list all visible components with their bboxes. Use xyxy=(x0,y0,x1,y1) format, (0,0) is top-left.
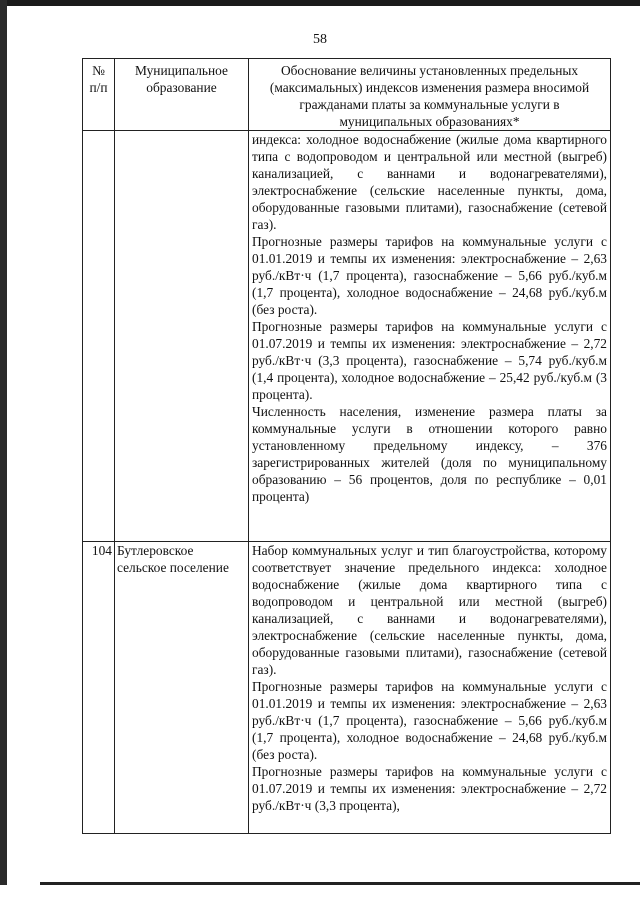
justification-paragraph: Прогнозные размеры тарифов на коммунальные услуги с 01.07.2019 и темпы их изменения: электроснабжение – 2,72 руб./кВт·ч (3,3 процента), газоснабжение – 5,74 руб./куб.м (1,4 процента), холодное водоснабжение – 25,42 руб./куб.м (3 процента). xyxy=(252,319,607,402)
table-row xyxy=(83,542,611,834)
header-municipality: Муниципальное образование xyxy=(115,59,249,131)
justification-paragraph: Численность населения, изменение размера платы за коммунальные услуги в отношении которого равно установленному предельному индексу, – 376 зарегистрированных жителей (доля по муниципальному образованию – 56 процентов, доля по республике – 0,01 процента) xyxy=(252,404,607,504)
row-justification xyxy=(249,542,611,834)
tariff-table xyxy=(82,58,611,834)
scan-edge-bottom xyxy=(0,885,640,905)
scan-bottom-line xyxy=(40,882,640,885)
row-number: 104 xyxy=(83,542,115,834)
row-number xyxy=(83,131,115,542)
justification-paragraph: Прогнозные размеры тарифов на коммунальные услуги с 01.01.2019 и темпы их изменения: электроснабжение – 2,63 руб./кВт·ч (1,7 процента), газоснабжение – 5,66 руб./куб.м (1,7 процента), холодное водоснабжение – 24,68 руб./куб.м (без роста). xyxy=(252,234,607,317)
justification-paragraph: Прогнозные размеры тарифов на коммунальные услуги с 01.07.2019 и темпы их изменения: электроснабжение – 2,72 руб./кВт·ч (3,3 процента), xyxy=(252,764,607,813)
header-justification: Обоснование величины установленных предельных (максимальных) индексов изменения размера вносимой гражданами платы за коммунальные услуги в муниципальных образованиях* xyxy=(249,59,611,131)
justification-paragraph: индекса: холодное водоснабжение (жилые дома квартирного типа с водопроводом и центральной или местной (выгреб) канализацией, с ваннами и водонагревателями), электроснабжение (сельские населенные пункты, дома, оборудованные газовыми плитами), газоснабжение (сетевой газ). xyxy=(252,132,607,232)
row-municipality: Бутлеровское сельское поселение xyxy=(115,542,249,834)
page-number: 58 xyxy=(313,32,327,47)
scan-edge-left xyxy=(0,0,7,905)
justification-paragraph: Набор коммунальных услуг и тип благоустройства, которому соответствует значение предельного индекса: холодное водоснабжение (жилые дома квартирного типа с водопроводом и центральной или местной (выгреб) канализацией, с ваннами и водонагревателями), электроснабжение (сельские населенные пункты, дома, оборудованные газовыми плитами), газоснабжение (сетевой газ). xyxy=(252,543,607,677)
table-row xyxy=(83,131,611,542)
row-municipality xyxy=(115,131,249,542)
row-justification xyxy=(249,131,611,542)
header-number: № п/п xyxy=(83,59,115,131)
table-header-row xyxy=(83,59,611,131)
justification-paragraph: Прогнозные размеры тарифов на коммунальные услуги с 01.01.2019 и темпы их изменения: электроснабжение – 2,63 руб./кВт·ч (1,7 процента), газоснабжение – 5,66 руб./куб.м (1,7 процента), холодное водоснабжение – 24,68 руб./куб.м (без роста). xyxy=(252,679,607,762)
scan-edge-top xyxy=(0,0,640,6)
